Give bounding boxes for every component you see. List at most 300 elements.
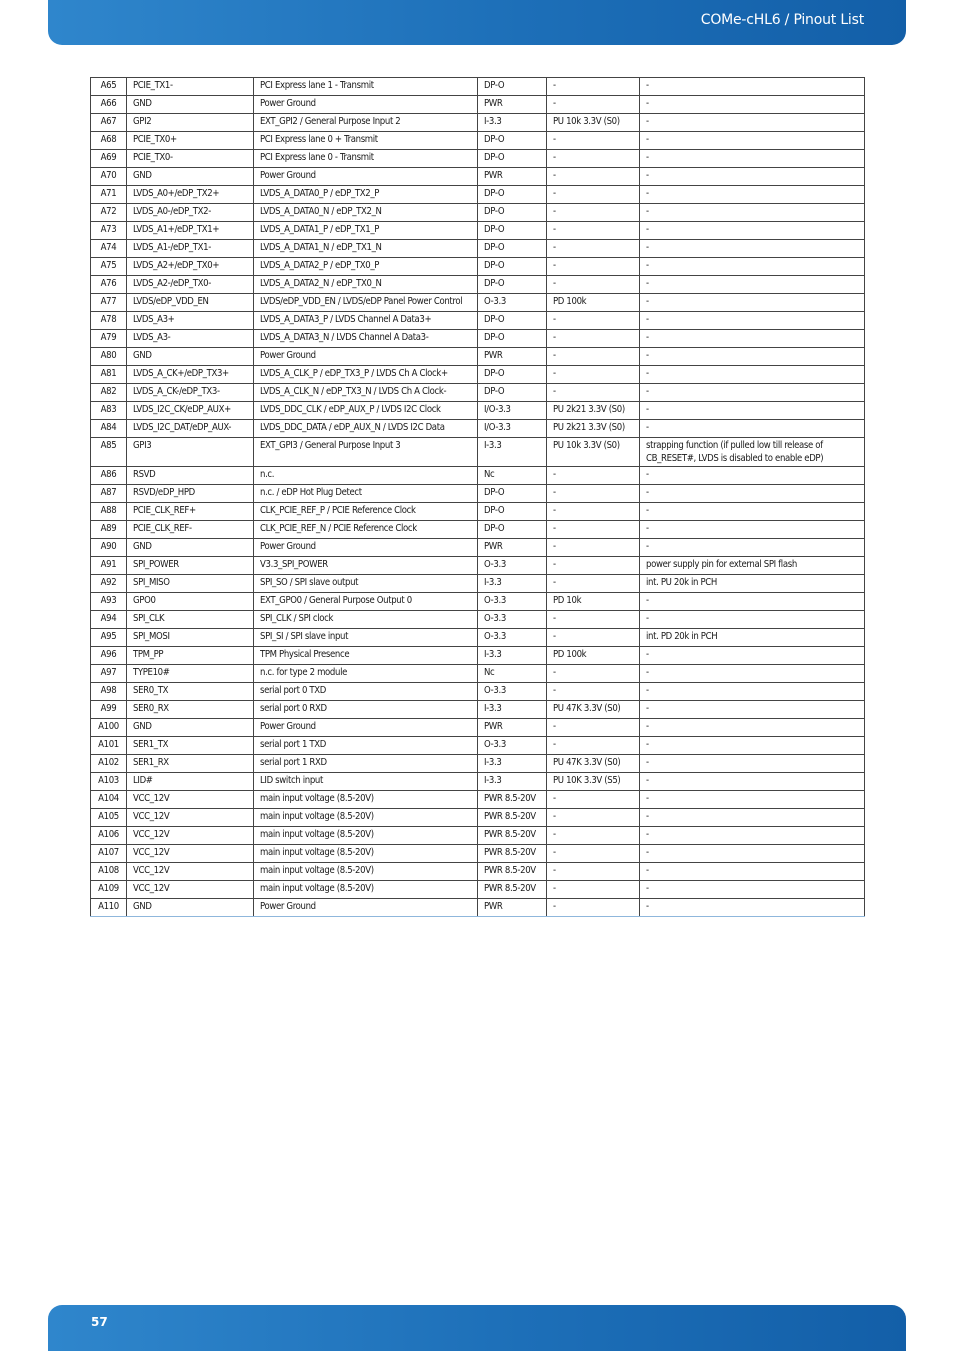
- description-cell: CLK_PCIE_REF_P / PCIE Reference Clock: [254, 503, 478, 521]
- pull-resistor-cell: -: [547, 737, 640, 755]
- remarks-cell: int. PU 20k in PCH: [640, 575, 865, 593]
- table-row: [91, 809, 865, 827]
- description-cell: serial port 1 RXD: [254, 755, 478, 773]
- description-cell: LVDS_A_DATA0_N / eDP_TX2_N: [254, 204, 478, 222]
- pull-resistor-cell: PD 100k: [547, 294, 640, 312]
- table-row: [91, 384, 865, 402]
- signal-name-cell: GPI3: [127, 438, 254, 467]
- remarks-cell: strapping function (if pulled low till release of CB_RESET#, LVDS is disabled to enable eDP): [640, 438, 865, 467]
- pull-resistor-cell: -: [547, 348, 640, 366]
- io-type-cell: DP-O: [478, 204, 547, 222]
- pull-resistor-cell: -: [547, 168, 640, 186]
- io-type-cell: O-3.3: [478, 737, 547, 755]
- table-row: [91, 503, 865, 521]
- table-row: [91, 485, 865, 503]
- table-row: [91, 575, 865, 593]
- remarks-cell: -: [640, 384, 865, 402]
- table-row: [91, 791, 865, 809]
- signal-name-cell: GND: [127, 719, 254, 737]
- signal-name-cell: GPI2: [127, 114, 254, 132]
- signal-name-cell: LVDS_A_CK-/eDP_TX3-: [127, 384, 254, 402]
- description-cell: LVDS_DDC_CLK / eDP_AUX_P / LVDS I2C Clock: [254, 402, 478, 420]
- io-type-cell: PWR 8.5-20V: [478, 809, 547, 827]
- table-row: [91, 737, 865, 755]
- pull-resistor-cell: -: [547, 467, 640, 485]
- io-type-cell: I-3.3: [478, 755, 547, 773]
- remarks-cell: -: [640, 467, 865, 485]
- io-type-cell: PWR: [478, 96, 547, 114]
- remarks-cell: -: [640, 114, 865, 132]
- io-type-cell: O-3.3: [478, 294, 547, 312]
- io-type-cell: DP-O: [478, 240, 547, 258]
- pin-number-cell: A87: [91, 485, 127, 503]
- io-type-cell: O-3.3: [478, 557, 547, 575]
- signal-name-cell: LVDS_A0-/eDP_TX2-: [127, 204, 254, 222]
- pin-number-cell: A81: [91, 366, 127, 384]
- io-type-cell: Nc: [478, 665, 547, 683]
- pull-resistor-cell: -: [547, 78, 640, 96]
- signal-name-cell: LVDS_A2+/eDP_TX0+: [127, 258, 254, 276]
- io-type-cell: PWR: [478, 539, 547, 557]
- signal-name-cell: TYPE10#: [127, 665, 254, 683]
- pin-number-cell: A68: [91, 132, 127, 150]
- io-type-cell: O-3.3: [478, 611, 547, 629]
- description-cell: Power Ground: [254, 899, 478, 917]
- remarks-cell: -: [640, 737, 865, 755]
- pull-resistor-cell: -: [547, 222, 640, 240]
- signal-name-cell: VCC_12V: [127, 827, 254, 845]
- pull-resistor-cell: -: [547, 132, 640, 150]
- io-type-cell: PWR 8.5-20V: [478, 845, 547, 863]
- pinout-table-body: [91, 78, 865, 917]
- signal-name-cell: RSVD/eDP_HPD: [127, 485, 254, 503]
- pin-number-cell: A75: [91, 258, 127, 276]
- pin-number-cell: A73: [91, 222, 127, 240]
- pin-number-cell: A71: [91, 186, 127, 204]
- remarks-cell: -: [640, 539, 865, 557]
- io-type-cell: I-3.3: [478, 438, 547, 467]
- io-type-cell: DP-O: [478, 503, 547, 521]
- signal-name-cell: RSVD: [127, 467, 254, 485]
- signal-name-cell: LID#: [127, 773, 254, 791]
- signal-name-cell: SER1_RX: [127, 755, 254, 773]
- remarks-cell: -: [640, 899, 865, 917]
- pin-number-cell: A85: [91, 438, 127, 467]
- pull-resistor-cell: -: [547, 881, 640, 899]
- remarks-cell: -: [640, 330, 865, 348]
- remarks-cell: int. PD 20k in PCH: [640, 629, 865, 647]
- pull-resistor-cell: -: [547, 863, 640, 881]
- io-type-cell: DP-O: [478, 150, 547, 168]
- table-row: [91, 611, 865, 629]
- io-type-cell: I/O-3.3: [478, 402, 547, 420]
- pull-resistor-cell: -: [547, 845, 640, 863]
- signal-name-cell: SPI_MOSI: [127, 629, 254, 647]
- pin-number-cell: A76: [91, 276, 127, 294]
- table-row: [91, 755, 865, 773]
- footer-bar: [48, 1305, 906, 1351]
- signal-name-cell: LVDS_A1+/eDP_TX1+: [127, 222, 254, 240]
- description-cell: LVDS_A_DATA1_P / eDP_TX1_P: [254, 222, 478, 240]
- remarks-cell: -: [640, 366, 865, 384]
- signal-name-cell: SPI_CLK: [127, 611, 254, 629]
- pin-number-cell: A103: [91, 773, 127, 791]
- pin-number-cell: A90: [91, 539, 127, 557]
- io-type-cell: DP-O: [478, 521, 547, 539]
- remarks-cell: -: [640, 348, 865, 366]
- remarks-cell: -: [640, 827, 865, 845]
- pin-number-cell: A104: [91, 791, 127, 809]
- description-cell: LVDS_A_DATA2_N / eDP_TX0_N: [254, 276, 478, 294]
- remarks-cell: -: [640, 402, 865, 420]
- io-type-cell: PWR: [478, 168, 547, 186]
- description-cell: LVDS_A_DATA0_P / eDP_TX2_P: [254, 186, 478, 204]
- io-type-cell: DP-O: [478, 222, 547, 240]
- io-type-cell: DP-O: [478, 330, 547, 348]
- pin-number-cell: A107: [91, 845, 127, 863]
- remarks-cell: -: [640, 503, 865, 521]
- pin-number-cell: A102: [91, 755, 127, 773]
- remarks-cell: -: [640, 611, 865, 629]
- description-cell: Power Ground: [254, 348, 478, 366]
- description-cell: serial port 1 TXD: [254, 737, 478, 755]
- remarks-cell: -: [640, 168, 865, 186]
- signal-name-cell: VCC_12V: [127, 791, 254, 809]
- pin-number-cell: A84: [91, 420, 127, 438]
- table-row: [91, 150, 865, 168]
- io-type-cell: PWR: [478, 348, 547, 366]
- io-type-cell: DP-O: [478, 276, 547, 294]
- signal-name-cell: LVDS/eDP_VDD_EN: [127, 294, 254, 312]
- description-cell: LVDS_A_CLK_P / eDP_TX3_P / LVDS Ch A Clock+: [254, 366, 478, 384]
- signal-name-cell: LVDS_I2C_DAT/eDP_AUX-: [127, 420, 254, 438]
- pin-number-cell: A74: [91, 240, 127, 258]
- io-type-cell: DP-O: [478, 258, 547, 276]
- signal-name-cell: TPM_PP: [127, 647, 254, 665]
- table-row: [91, 827, 865, 845]
- pull-resistor-cell: PD 10k: [547, 593, 640, 611]
- table-row: [91, 647, 865, 665]
- io-type-cell: O-3.3: [478, 593, 547, 611]
- pin-number-cell: A110: [91, 899, 127, 917]
- pin-number-cell: A91: [91, 557, 127, 575]
- pin-number-cell: A108: [91, 863, 127, 881]
- table-row: [91, 96, 865, 114]
- pull-resistor-cell: PD 100k: [547, 647, 640, 665]
- pin-number-cell: A106: [91, 827, 127, 845]
- description-cell: LVDS/eDP_VDD_EN / LVDS/eDP Panel Power Control: [254, 294, 478, 312]
- signal-name-cell: PCIE_CLK_REF+: [127, 503, 254, 521]
- signal-name-cell: GND: [127, 348, 254, 366]
- description-cell: Power Ground: [254, 96, 478, 114]
- table-row: [91, 240, 865, 258]
- pin-number-cell: A65: [91, 78, 127, 96]
- description-cell: Power Ground: [254, 719, 478, 737]
- signal-name-cell: VCC_12V: [127, 845, 254, 863]
- pin-number-cell: A109: [91, 881, 127, 899]
- remarks-cell: -: [640, 312, 865, 330]
- table-row: [91, 168, 865, 186]
- pull-resistor-cell: -: [547, 557, 640, 575]
- pull-resistor-cell: -: [547, 258, 640, 276]
- header-bar: [48, 0, 906, 45]
- pull-resistor-cell: -: [547, 899, 640, 917]
- pull-resistor-cell: -: [547, 665, 640, 683]
- pull-resistor-cell: -: [547, 330, 640, 348]
- signal-name-cell: LVDS_A3-: [127, 330, 254, 348]
- pull-resistor-cell: -: [547, 611, 640, 629]
- io-type-cell: PWR 8.5-20V: [478, 881, 547, 899]
- table-row: [91, 438, 865, 467]
- description-cell: main input voltage (8.5-20V): [254, 791, 478, 809]
- pull-resistor-cell: -: [547, 503, 640, 521]
- signal-name-cell: SPI_POWER: [127, 557, 254, 575]
- table-row: [91, 665, 865, 683]
- pin-number-cell: A67: [91, 114, 127, 132]
- signal-name-cell: LVDS_A0+/eDP_TX2+: [127, 186, 254, 204]
- description-cell: n.c. / eDP Hot Plug Detect: [254, 485, 478, 503]
- io-type-cell: PWR: [478, 719, 547, 737]
- pull-resistor-cell: -: [547, 150, 640, 168]
- pull-resistor-cell: PU 10k 3.3V (S0): [547, 438, 640, 467]
- remarks-cell: -: [640, 863, 865, 881]
- table-row: [91, 899, 865, 917]
- io-type-cell: PWR 8.5-20V: [478, 863, 547, 881]
- document-title: COMe-cHL6 / Pinout List: [700, 12, 864, 28]
- pinout-table: [90, 77, 865, 917]
- table-row: [91, 114, 865, 132]
- signal-name-cell: SER0_RX: [127, 701, 254, 719]
- signal-name-cell: GND: [127, 539, 254, 557]
- io-type-cell: DP-O: [478, 78, 547, 96]
- remarks-cell: -: [640, 96, 865, 114]
- description-cell: Power Ground: [254, 168, 478, 186]
- remarks-cell: -: [640, 78, 865, 96]
- io-type-cell: DP-O: [478, 366, 547, 384]
- description-cell: LVDS_A_DATA1_N / eDP_TX1_N: [254, 240, 478, 258]
- pin-number-cell: A105: [91, 809, 127, 827]
- io-type-cell: PWR 8.5-20V: [478, 827, 547, 845]
- pull-resistor-cell: -: [547, 719, 640, 737]
- table-row: [91, 204, 865, 222]
- io-type-cell: PWR 8.5-20V: [478, 791, 547, 809]
- remarks-cell: -: [640, 258, 865, 276]
- description-cell: LVDS_A_DATA3_N / LVDS Channel A Data3-: [254, 330, 478, 348]
- signal-name-cell: VCC_12V: [127, 881, 254, 899]
- description-cell: main input voltage (8.5-20V): [254, 809, 478, 827]
- pull-resistor-cell: -: [547, 186, 640, 204]
- pin-number-cell: A72: [91, 204, 127, 222]
- table-row: [91, 366, 865, 384]
- pull-resistor-cell: PU 2k21 3.3V (S0): [547, 420, 640, 438]
- pin-number-cell: A95: [91, 629, 127, 647]
- table-row: [91, 312, 865, 330]
- table-row: [91, 258, 865, 276]
- signal-name-cell: GND: [127, 168, 254, 186]
- description-cell: serial port 0 TXD: [254, 683, 478, 701]
- description-cell: serial port 0 RXD: [254, 701, 478, 719]
- signal-name-cell: PCIE_TX0+: [127, 132, 254, 150]
- io-type-cell: I-3.3: [478, 773, 547, 791]
- table-row: [91, 881, 865, 899]
- pull-resistor-cell: -: [547, 827, 640, 845]
- pin-number-cell: A92: [91, 575, 127, 593]
- signal-name-cell: LVDS_I2C_CK/eDP_AUX+: [127, 402, 254, 420]
- remarks-cell: -: [640, 132, 865, 150]
- description-cell: LVDS_DDC_DATA / eDP_AUX_N / LVDS I2C Data: [254, 420, 478, 438]
- remarks-cell: -: [640, 791, 865, 809]
- pin-number-cell: A100: [91, 719, 127, 737]
- pull-resistor-cell: -: [547, 96, 640, 114]
- description-cell: main input voltage (8.5-20V): [254, 863, 478, 881]
- pin-number-cell: A98: [91, 683, 127, 701]
- remarks-cell: power supply pin for external SPI flash: [640, 557, 865, 575]
- table-row: [91, 132, 865, 150]
- pin-number-cell: A93: [91, 593, 127, 611]
- table-row: [91, 773, 865, 791]
- io-type-cell: I-3.3: [478, 575, 547, 593]
- description-cell: PCI Express lane 0 + Transmit: [254, 132, 478, 150]
- signal-name-cell: VCC_12V: [127, 863, 254, 881]
- pin-number-cell: A70: [91, 168, 127, 186]
- pin-number-cell: A79: [91, 330, 127, 348]
- description-cell: EXT_GPI3 / General Purpose Input 3: [254, 438, 478, 467]
- remarks-cell: -: [640, 755, 865, 773]
- pull-resistor-cell: -: [547, 521, 640, 539]
- signal-name-cell: LVDS_A3+: [127, 312, 254, 330]
- table-row: [91, 593, 865, 611]
- description-cell: CLK_PCIE_REF_N / PCIE Reference Clock: [254, 521, 478, 539]
- table-row: [91, 186, 865, 204]
- pin-number-cell: A89: [91, 521, 127, 539]
- pin-number-cell: A78: [91, 312, 127, 330]
- table-row: [91, 845, 865, 863]
- pull-resistor-cell: -: [547, 204, 640, 222]
- description-cell: LVDS_A_DATA2_P / eDP_TX0_P: [254, 258, 478, 276]
- description-cell: main input voltage (8.5-20V): [254, 827, 478, 845]
- pull-resistor-cell: -: [547, 683, 640, 701]
- description-cell: SPI_SI / SPI slave input: [254, 629, 478, 647]
- pin-number-cell: A97: [91, 665, 127, 683]
- pull-resistor-cell: -: [547, 276, 640, 294]
- io-type-cell: O-3.3: [478, 629, 547, 647]
- description-cell: EXT_GPI2 / General Purpose Input 2: [254, 114, 478, 132]
- description-cell: SPI_CLK / SPI clock: [254, 611, 478, 629]
- table-row: [91, 420, 865, 438]
- pull-resistor-cell: -: [547, 809, 640, 827]
- remarks-cell: -: [640, 521, 865, 539]
- io-type-cell: I-3.3: [478, 647, 547, 665]
- table-row: [91, 330, 865, 348]
- table-row: [91, 276, 865, 294]
- signal-name-cell: GND: [127, 899, 254, 917]
- pull-resistor-cell: PU 47K 3.3V (S0): [547, 755, 640, 773]
- io-type-cell: DP-O: [478, 485, 547, 503]
- pin-number-cell: A77: [91, 294, 127, 312]
- pull-resistor-cell: -: [547, 366, 640, 384]
- io-type-cell: DP-O: [478, 186, 547, 204]
- pull-resistor-cell: -: [547, 575, 640, 593]
- pin-number-cell: A80: [91, 348, 127, 366]
- pull-resistor-cell: PU 10K 3.3V (S5): [547, 773, 640, 791]
- description-cell: LID switch input: [254, 773, 478, 791]
- io-type-cell: O-3.3: [478, 683, 547, 701]
- signal-name-cell: SER1_TX: [127, 737, 254, 755]
- pull-resistor-cell: -: [547, 312, 640, 330]
- pin-number-cell: A96: [91, 647, 127, 665]
- remarks-cell: -: [640, 809, 865, 827]
- io-type-cell: I/O-3.3: [478, 420, 547, 438]
- description-cell: EXT_GPO0 / General Purpose Output 0: [254, 593, 478, 611]
- pin-number-cell: A83: [91, 402, 127, 420]
- table-row: [91, 467, 865, 485]
- remarks-cell: -: [640, 276, 865, 294]
- pin-number-cell: A101: [91, 737, 127, 755]
- description-cell: LVDS_A_DATA3_P / LVDS Channel A Data3+: [254, 312, 478, 330]
- io-type-cell: Nc: [478, 467, 547, 485]
- pin-number-cell: A99: [91, 701, 127, 719]
- table-row: [91, 402, 865, 420]
- description-cell: V3.3_SPI_POWER: [254, 557, 478, 575]
- signal-name-cell: VCC_12V: [127, 809, 254, 827]
- pull-resistor-cell: PU 47K 3.3V (S0): [547, 701, 640, 719]
- table-row: [91, 539, 865, 557]
- pull-resistor-cell: PU 10k 3.3V (S0): [547, 114, 640, 132]
- table-row: [91, 683, 865, 701]
- remarks-cell: -: [640, 683, 865, 701]
- remarks-cell: -: [640, 845, 865, 863]
- pull-resistor-cell: -: [547, 240, 640, 258]
- io-type-cell: PWR: [478, 899, 547, 917]
- description-cell: PCI Express lane 0 - Transmit: [254, 150, 478, 168]
- pull-resistor-cell: -: [547, 539, 640, 557]
- signal-name-cell: PCIE_CLK_REF-: [127, 521, 254, 539]
- pin-number-cell: A66: [91, 96, 127, 114]
- description-cell: main input voltage (8.5-20V): [254, 845, 478, 863]
- description-cell: LVDS_A_CLK_N / eDP_TX3_N / LVDS Ch A Clock-: [254, 384, 478, 402]
- pin-number-cell: A94: [91, 611, 127, 629]
- pin-number-cell: A86: [91, 467, 127, 485]
- description-cell: PCI Express lane 1 - Transmit: [254, 78, 478, 96]
- pull-resistor-cell: PU 2k21 3.3V (S0): [547, 402, 640, 420]
- table-row: [91, 557, 865, 575]
- table-row: [91, 629, 865, 647]
- description-cell: n.c.: [254, 467, 478, 485]
- table-row: [91, 294, 865, 312]
- signal-name-cell: PCIE_TX0-: [127, 150, 254, 168]
- io-type-cell: DP-O: [478, 132, 547, 150]
- signal-name-cell: LVDS_A_CK+/eDP_TX3+: [127, 366, 254, 384]
- remarks-cell: -: [640, 485, 865, 503]
- table-row: [91, 222, 865, 240]
- pull-resistor-cell: -: [547, 791, 640, 809]
- description-cell: SPI_SO / SPI slave output: [254, 575, 478, 593]
- signal-name-cell: GND: [127, 96, 254, 114]
- remarks-cell: -: [640, 647, 865, 665]
- description-cell: Power Ground: [254, 539, 478, 557]
- remarks-cell: -: [640, 204, 865, 222]
- io-type-cell: I-3.3: [478, 701, 547, 719]
- description-cell: TPM Physical Presence: [254, 647, 478, 665]
- io-type-cell: DP-O: [478, 312, 547, 330]
- table-row: [91, 348, 865, 366]
- remarks-cell: -: [640, 881, 865, 899]
- signal-name-cell: PCIE_TX1-: [127, 78, 254, 96]
- io-type-cell: I-3.3: [478, 114, 547, 132]
- io-type-cell: DP-O: [478, 384, 547, 402]
- remarks-cell: -: [640, 222, 865, 240]
- signal-name-cell: SER0_TX: [127, 683, 254, 701]
